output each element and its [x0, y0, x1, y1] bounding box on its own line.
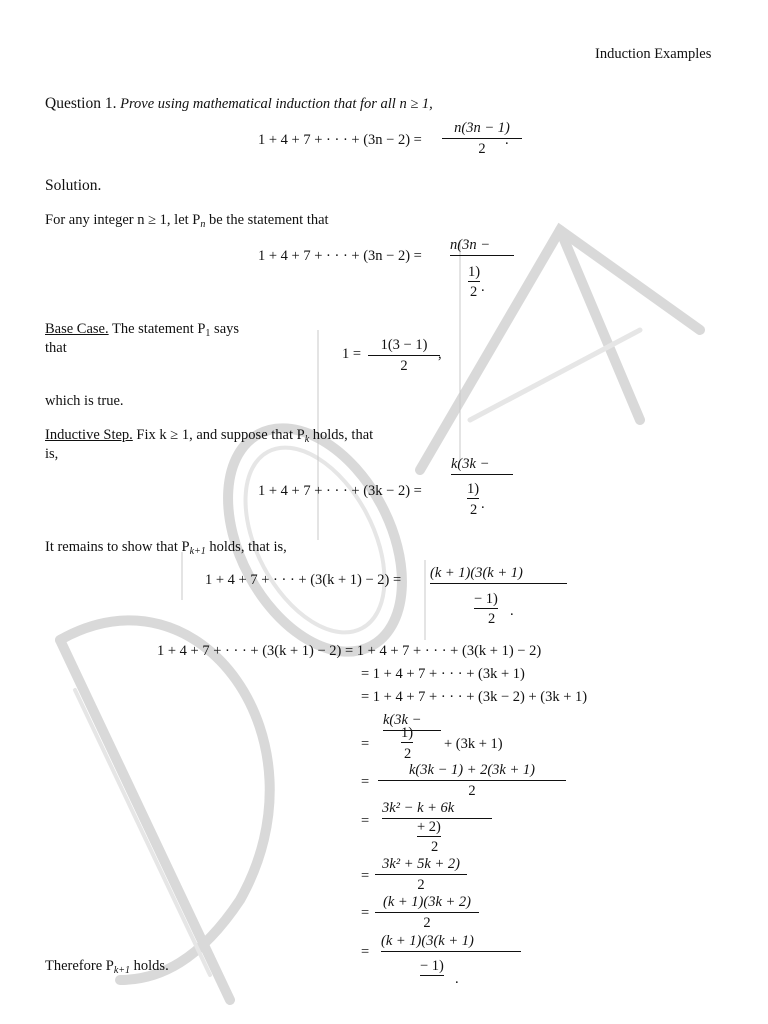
derivation-line-6-numerator-cont: + 2) [417, 819, 441, 835]
derivation-line-3: = 1 + 4 + 7 + · · · + (3k − 2) + (3k + 1) [361, 689, 588, 705]
solution-heading: Solution. [45, 177, 102, 194]
derivation-line-2: = 1 + 4 + 7 + · · · + (3k + 1) [361, 666, 525, 682]
question-period: . [505, 132, 509, 148]
question-label: Question 1. [45, 95, 117, 112]
derivation-line-4-eq: = [361, 736, 370, 752]
statement-equation-lhs: 1 + 4 + 7 + · · · + (3n − 2) = [258, 248, 422, 264]
statement-fraction-denominator: 2 [470, 284, 478, 300]
derivation-line-4-numerator: k(3k − [383, 713, 441, 731]
inductive-hypothesis-lhs: 1 + 4 + 7 + · · · + (3k − 2) = [258, 483, 422, 499]
inductive-fraction-denominator: 2 [470, 502, 478, 518]
derivation-line-4-denominator: 2 [404, 746, 412, 762]
inductive-step-text: Inductive Step. Fix k ≥ 1, and suppose that $P_k$ holds, that [45, 427, 374, 445]
base-case-conclusion: which is true. [45, 393, 124, 409]
derivation-line-6-denominator: 2 [431, 839, 439, 855]
statement-text: For any integer n ≥ 1, let $P_n$ be the statement that [45, 212, 329, 230]
base-case-fraction: $\frac{1(3 - 1)}{2}$ [368, 338, 440, 373]
derivation-line-9-period: . [455, 971, 459, 987]
derivation-line-5-eq: = [361, 774, 370, 790]
remains-period: . [510, 603, 514, 619]
statement-period: . [481, 279, 485, 295]
base-case-label: Base Case. [45, 321, 109, 337]
inductive-fraction-numerator: k(3k − [451, 457, 513, 475]
derivation-line-9-numerator-cont: − 1) [420, 958, 444, 974]
question-fraction-denominator: 2 [478, 140, 486, 157]
inductive-period: . [481, 496, 485, 512]
base-case-text: Base Case. The statement $P_1$ says [45, 321, 240, 339]
base-case-comma: , [438, 346, 442, 362]
derivation-line-9-numerator: (k + 1)(3(k + 1) [381, 934, 521, 952]
question-block [45, 96, 433, 112]
remains-text: It remains to show that $P_{k+1}$ holds, that is, [45, 539, 287, 557]
statement-fraction-numerator: n(3n − [450, 238, 514, 256]
derivation-line-8-eq: = [361, 905, 370, 921]
remains-fraction-numerator: (k + 1)(3(k + 1) [430, 566, 567, 584]
derivation-line-9-eq: = [361, 944, 370, 960]
base-case-lhs: 1 = [342, 346, 362, 362]
derivation-line-4-term: + (3k + 1) [444, 736, 503, 752]
remains-fraction-numerator-cont: − 1) [474, 591, 498, 607]
conclusion-text: Therefore $P_{k+1}$ holds. [45, 958, 169, 976]
question-text: Prove using mathematical induction that for all n ≥ 1, [120, 96, 433, 112]
statement-fraction-numerator-cont: 1) [468, 264, 481, 280]
question-equation-lhs: 1 + 4 + 7 + · · · + (3n − 2) = [258, 132, 422, 148]
base-case-text-line2: that [45, 340, 67, 356]
inductive-step-label: Inductive Step. [45, 427, 133, 443]
derivation-line-6-eq: = [361, 813, 370, 829]
running-header: Induction Examples [595, 46, 712, 62]
derivation-line-8-fraction: $\frac{(k + 1)(3k + 2)}{2}$ [375, 895, 479, 930]
question-equation-fraction [442, 121, 522, 156]
question-fraction-numerator: n(3n − 1) [442, 121, 522, 139]
derivation-line-4-numerator-cont: 1) [401, 725, 414, 741]
derivation-line-6-numerator: 3k² − k + 6k [382, 801, 492, 819]
remains-fraction-denominator: 2 [488, 611, 496, 627]
inductive-fraction-numerator-cont: 1) [467, 481, 480, 497]
remains-equation-lhs: 1 + 4 + 7 + · · · + (3(k + 1) − 2) = [205, 572, 402, 588]
inductive-step-text-line2: is, [45, 446, 59, 462]
derivation-line-5-fraction: $\frac{k(3k - 1) + 2(3k + 1)}{2}$ [378, 763, 566, 798]
derivation-line-1: 1 + 4 + 7 + · · · + (3(k + 1) − 2) = 1 + 4 + 7 + · · · + (3(k + 1) − 2) [157, 643, 542, 659]
derivation-line-7-eq: = [361, 868, 370, 884]
derivation-line-7-fraction: $\frac{\text{3k² + 5k + 2)}}{2}$ [375, 857, 467, 892]
